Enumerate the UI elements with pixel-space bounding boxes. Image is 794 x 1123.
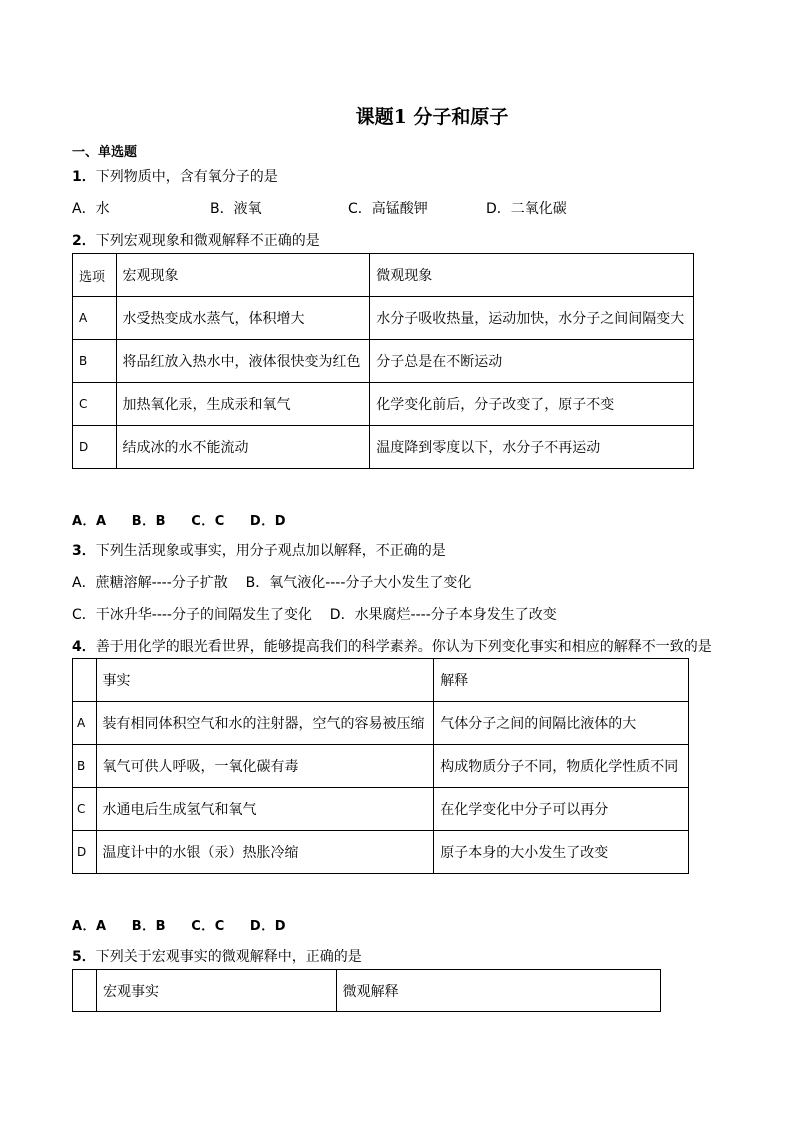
option-c: C．高锰酸钾 xyxy=(348,201,428,217)
table-cell: A xyxy=(73,702,97,745)
table-row xyxy=(73,745,689,788)
question-number: 2． xyxy=(72,233,96,249)
question-text: 下列关于宏观事实的微观解释中，正确的是 xyxy=(95,949,362,965)
table-cell: 气体分子之间的间隔比液体的大 xyxy=(434,702,689,745)
table-row xyxy=(73,426,694,469)
table-cell: 原子本身的大小发生了改变 xyxy=(434,831,689,874)
table-header: 微观解释 xyxy=(336,970,660,1012)
table-cell: 化学变化前后，分子改变了，原子不变 xyxy=(370,383,694,426)
table-cell: 水通电后生成氢气和氧气 xyxy=(96,788,434,831)
question-3-options-line-1: A．蔗糖溶解----分子扩散 B．氧气液化----分子大小发生了变化 xyxy=(72,575,472,591)
table-cell: D xyxy=(73,831,97,874)
table-row xyxy=(73,702,689,745)
question-text: 善于用化学的眼光看世界，能够提高我们的科学素养。你认为下列变化事实和相应的解释不一致的是 xyxy=(95,639,712,655)
question-number: 5． xyxy=(72,949,96,965)
table-row xyxy=(73,383,694,426)
table-header xyxy=(73,970,97,1012)
table-header: 解释 xyxy=(434,659,689,702)
table-header-row xyxy=(73,254,694,297)
option-a: A．水 xyxy=(72,201,110,217)
table-cell: 结成冰的水不能流动 xyxy=(116,426,370,469)
table-header-row xyxy=(73,970,661,1012)
page-title: 课题1 分子和原子 xyxy=(355,106,509,128)
table-cell: C xyxy=(73,788,97,831)
question-2-table xyxy=(72,253,694,469)
question-text: 下列宏观现象和微观解释不正确的是 xyxy=(95,233,320,249)
table-cell: 温度计中的水银（汞）热胀冷缩 xyxy=(96,831,434,874)
question-3 xyxy=(72,540,446,560)
table-cell: B xyxy=(73,745,97,788)
table-cell: D xyxy=(73,426,117,469)
table-cell: A xyxy=(73,297,117,340)
table-cell: 装有相同体积空气和水的注射器，空气的容易被压缩 xyxy=(96,702,434,745)
table-header xyxy=(73,659,97,702)
question-4-table xyxy=(72,658,689,874)
table-cell: 水分子吸收热量，运动加快，水分子之间间隔变大 xyxy=(370,297,694,340)
table-cell: 构成物质分子不同，物质化学性质不同 xyxy=(434,745,689,788)
table-row xyxy=(73,788,689,831)
table-header-row xyxy=(73,659,689,702)
table-cell: 温度降到零度以下，水分子不再运动 xyxy=(370,426,694,469)
question-4-options: A．A B．B C．C D．D xyxy=(72,919,286,934)
table-cell: 将品红放入热水中，液体很快变为红色 xyxy=(116,340,370,383)
question-5-table xyxy=(72,969,661,1012)
option-d: D．二氧化碳 xyxy=(486,201,567,217)
table-cell: B xyxy=(73,340,117,383)
table-row xyxy=(73,340,694,383)
table-cell: 加热氧化汞，生成汞和氧气 xyxy=(116,383,370,426)
table-cell: 氧气可供人呼吸，一氧化碳有毒 xyxy=(96,745,434,788)
question-2-options: A．A B．B C．C D．D xyxy=(72,514,286,529)
table-header: 微观现象 xyxy=(370,254,694,297)
table-row xyxy=(73,297,694,340)
question-5 xyxy=(72,946,362,966)
table-row xyxy=(73,831,689,874)
question-2 xyxy=(72,230,320,250)
section-heading: 一、单选题 xyxy=(72,145,138,160)
question-text: 下列生活现象或事实，用分子观点加以解释，不正确的是 xyxy=(95,543,446,559)
option-b: B．液氧 xyxy=(210,201,262,217)
table-header: 宏观现象 xyxy=(116,254,370,297)
table-cell: 分子总是在不断运动 xyxy=(370,340,694,383)
question-number: 4． xyxy=(72,639,96,655)
question-1-options xyxy=(72,198,672,218)
table-cell: 在化学变化中分子可以再分 xyxy=(434,788,689,831)
question-1 xyxy=(72,166,278,186)
question-4 xyxy=(72,636,712,656)
question-number: 1． xyxy=(72,169,96,185)
question-number: 3． xyxy=(72,543,96,559)
table-header: 事实 xyxy=(96,659,434,702)
question-3-options-line-2: C．干冰升华----分子的间隔发生了变化 D．水果腐烂----分子本身发生了改变 xyxy=(72,607,557,623)
table-cell: C xyxy=(73,383,117,426)
table-cell: 水受热变成水蒸气，体积增大 xyxy=(116,297,370,340)
question-text: 下列物质中，含有氧分子的是 xyxy=(95,169,278,185)
table-header: 宏观事实 xyxy=(96,970,336,1012)
table-header: 选项 xyxy=(73,254,117,297)
